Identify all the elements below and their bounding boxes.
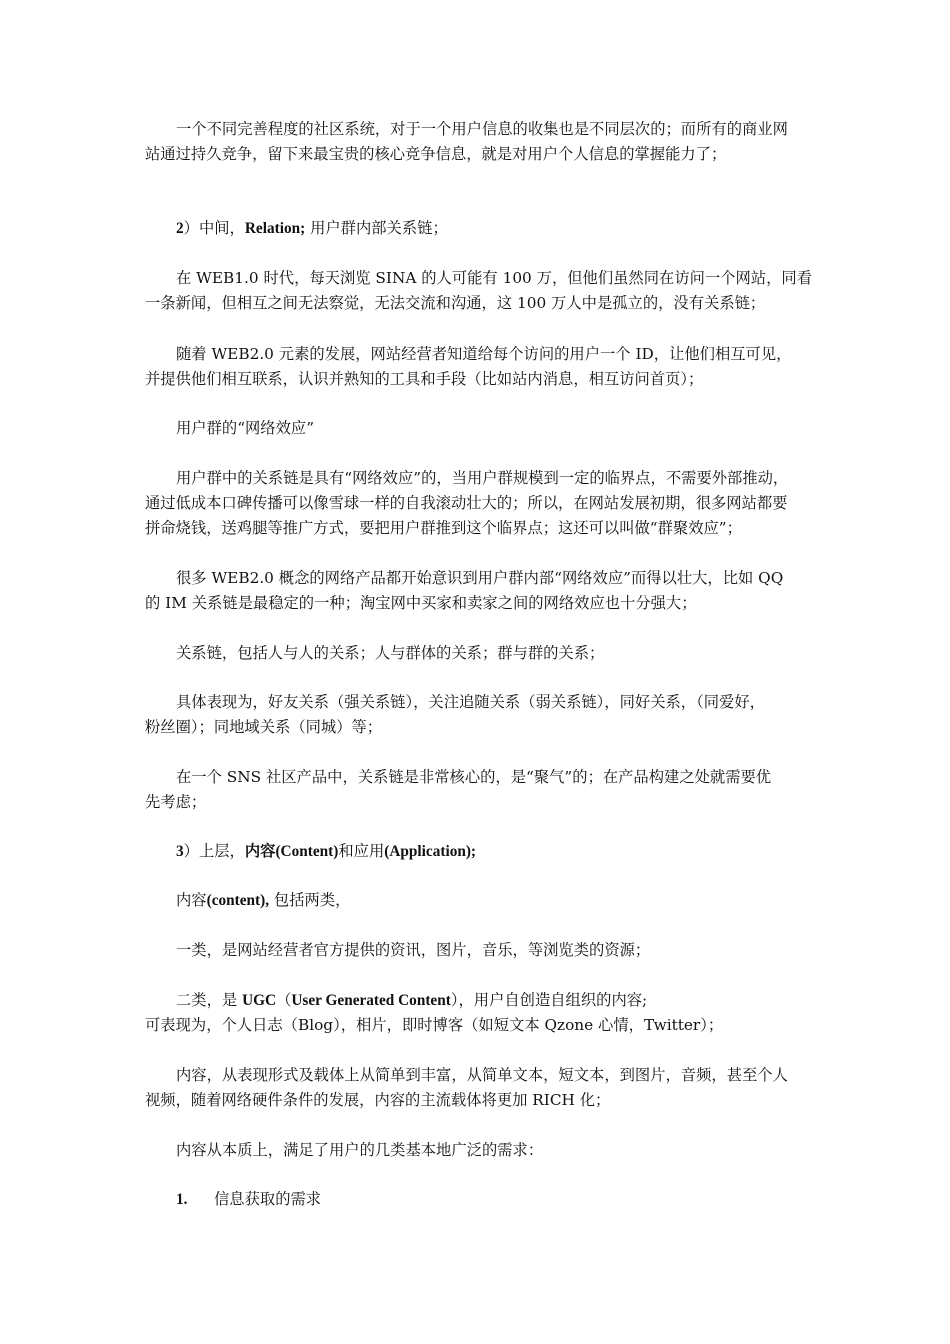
paragraph-content-types bbox=[145, 888, 807, 913]
heading-number: 2 bbox=[176, 220, 184, 237]
inline-bold: User Generated Content bbox=[291, 992, 451, 1009]
inline-text: ），用户自创造自组织的内容; bbox=[450, 991, 648, 1009]
paragraph-sns-core bbox=[145, 765, 807, 815]
text-line: 并提供他们相互联系，认识并熟知的工具和手段（比如站内消息，相互访问首页）； bbox=[145, 370, 704, 388]
text-line: 用户群中的关系链是具有“网络效应”的，当用户群规模到一定的临界点，不需要外部推动， bbox=[176, 469, 789, 487]
heading-text: ）中间， bbox=[183, 219, 245, 237]
paragraph-web1 bbox=[145, 266, 812, 316]
inline-text: （ bbox=[276, 991, 292, 1009]
text-line bbox=[145, 888, 807, 913]
heading-line bbox=[145, 216, 807, 241]
heading-text: 和应用 bbox=[338, 842, 385, 860]
text-line: 粉丝圈）；同地域关系（同城）等； bbox=[145, 718, 383, 736]
paragraph-network-effect-title bbox=[145, 416, 807, 441]
inline-text: 内容 bbox=[176, 891, 207, 909]
text-line: 通过低成本口碑传播可以像雪球一样的自我滚动壮大的；所以，在网站发展初期，很多网站都要 bbox=[145, 494, 788, 512]
paragraph-content-needs bbox=[145, 1138, 807, 1163]
inline-text: 包括两类， bbox=[269, 891, 351, 909]
heading-text: 用户群内部关系链； bbox=[305, 219, 448, 237]
heading-number: 3 bbox=[176, 843, 184, 860]
text-line: 可表现为，个人日志（Blog），相片，即时博客（如短文本 Qzone 心情，Twitter）； bbox=[145, 1016, 724, 1034]
text-line: 用户群的“网络效应” bbox=[176, 419, 315, 437]
list-item-text: 信息获取的需求 bbox=[214, 1190, 322, 1208]
inline-text: 二类，是 bbox=[176, 991, 243, 1009]
heading-line bbox=[145, 839, 807, 864]
paragraph-network-effect bbox=[145, 466, 807, 541]
section-heading-content bbox=[145, 839, 807, 864]
text-line: 站通过持久竞争，留下来最宝贵的核心竞争信息，就是对用户个人信息的掌握能力了； bbox=[145, 145, 727, 163]
text-line bbox=[145, 988, 807, 1013]
inline-bold: UGC bbox=[242, 992, 277, 1009]
paragraph-user-info bbox=[145, 117, 807, 167]
text-line: 内容，从表现形式及载体上从简单到丰富，从简单文本，短文本，到图片，音频，甚至个人 bbox=[176, 1066, 788, 1084]
text-line: 在一个 SNS 社区产品中，关系链是非常核心的，是“聚气”的；在产品构建之处就需要优 bbox=[176, 768, 772, 786]
heading-bold-term: Relation; bbox=[244, 220, 306, 237]
text-line: 很多 WEB2.0 概念的网络产品都开始意识到用户群内部“网络效应”而得以壮大，比如 QQ bbox=[176, 569, 784, 587]
list-item bbox=[0, 1187, 950, 1212]
paragraph-web2 bbox=[145, 342, 807, 392]
paragraph-content-forms bbox=[145, 1063, 807, 1113]
text-line: 随着 WEB2.0 元素的发展，网站经营者知道给每个访问的用户一个 ID，让他们相互可见， bbox=[176, 345, 792, 363]
section-heading-relation bbox=[145, 216, 807, 241]
text-line: 拼命烧钱，送鸡腿等推广方式，要把用户群推到这个临界点；这还可以叫做“群聚效应”； bbox=[145, 519, 742, 537]
text-line: 的 IM 关系链是最稳定的一种；淘宝网中买家和卖家之间的网络效应也十分强大； bbox=[145, 594, 697, 612]
heading-bold-term: 内容(Content) bbox=[244, 843, 339, 860]
text-line: 视频，随着网络硬件条件的发展，内容的主流载体将更加 RICH 化； bbox=[145, 1091, 611, 1109]
text-line: 一条新闻，但相互之间无法察觉，无法交流和沟通，这 100 万人中是孤立的，没有关系链； bbox=[145, 294, 766, 312]
text-line: 关系链，包括人与人的关系；人与群体的关系；群与群的关系； bbox=[176, 644, 605, 662]
paragraph-type-one bbox=[145, 938, 807, 963]
inline-bold: (content), bbox=[206, 892, 270, 909]
text-line: 一类，是网站经营者官方提供的资讯，图片，音乐，等浏览类的资源； bbox=[176, 941, 651, 959]
paragraph-relation-chain bbox=[145, 641, 807, 666]
text-line: 具体表现为，好友关系（强关系链），关注追随关系（弱关系链），同好关系，（同爱好， bbox=[176, 693, 765, 711]
text-line: 先考虑； bbox=[145, 793, 207, 811]
text-line: 内容从本质上，满足了用户的几类基本地广泛的需求： bbox=[176, 1141, 544, 1159]
list-item-number: 1. bbox=[176, 1191, 188, 1208]
paragraph-web2-products bbox=[145, 566, 807, 616]
paragraph-relation-types bbox=[145, 690, 807, 740]
text-line: 在 WEB1.0 时代，每天浏览 SINA 的人可能有 100 万，但他们虽然同在访问一个网站，同看 bbox=[176, 269, 812, 287]
heading-bold-term: (Application); bbox=[384, 843, 477, 860]
heading-text: ）上层， bbox=[183, 842, 245, 860]
paragraph-type-two-ugc bbox=[145, 988, 807, 1038]
text-line: 一个不同完善程度的社区系统，对于一个用户信息的收集也是不同层次的；而所有的商业网 bbox=[176, 120, 788, 138]
